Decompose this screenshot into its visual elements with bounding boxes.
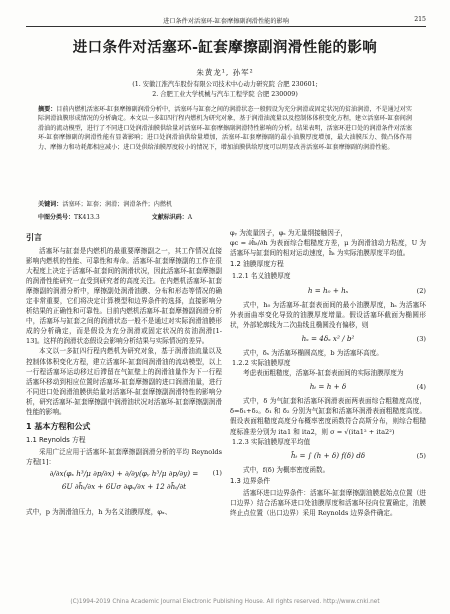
doc-code-label: 文献标识码： [151, 214, 188, 221]
copyright-footer: (C)1994-2019 China Academic Journal Electronic Publishing House. All rights reserved. http://www.cnki.net [70, 599, 380, 605]
abstract-text: 目前内燃机活塞环-缸套摩擦副润滑分析中，活塞环与缸套之间的润滑状态一般假设为充分润滑或固定状况的贫油润滑，不是通过对实际润滑油膜形成情况的分析确定。本文以一多缸四行程内燃机为研究对象，基于润滑油流量以及控制体体积变化方程，建立活塞环-缸套间润滑油的流动模型，进行了不同进口处润滑油膜供给量对活塞环-缸套摩擦副润滑特性影响的分析。结果表明，活塞环进口处的润滑条件对活塞环-缸套摩擦副的润滑性能有显著影响；进口处润滑油供给量增加，活塞环-缸套摩擦副的最小油膜厚度增加，最大油膜压力、微凸体作用力、摩擦力和功耗都相应减小；进口处供给油膜厚度较小的情况下，增加油膜供给厚度可以明显改善活塞环-缸套摩擦副的润滑性能。 [38, 106, 413, 151]
section-1-2-title: 1.2 油膜厚度方程 [230, 260, 284, 269]
equation-4 [230, 378, 426, 396]
equation-1-where: 式中，p 为润滑油压力，h 为名义油膜厚度，φₓ、 [26, 507, 172, 516]
section-1-3-title: 1.3 边界条件 [230, 477, 271, 486]
left-column [26, 228, 222, 517]
abstract-label: 摘要： [38, 106, 57, 113]
abstract [38, 105, 412, 152]
equation-1 [26, 467, 222, 507]
equation-2 [230, 282, 426, 300]
clc-label: 中图分类号： [38, 214, 75, 221]
section-intro-title: 引言 [26, 233, 42, 242]
right-column [230, 228, 426, 518]
section-1-1-paragraph: 采用广泛应用于活塞环-缸套摩擦副润滑分析的平均 Reynolds 方程[1]： [26, 447, 222, 466]
equation-3 [230, 330, 426, 348]
affiliation-1: (1. 安徽江淮汽车股份有限公司技术中心动力研究院 合肥 230601; [132, 81, 318, 88]
equation-4-where: 式中，δ 为气缸套和活塞环润滑表面两表面综合粗糙度高度，δ=δ₁+δ₂。δ₁ 和 δ₂ 分别为气缸套和活塞环润滑表面粗糙度高度。假设表面粗糙度高度分布概率密度函数符合高斯分布，则综合粗糙度标准差分别为 ita1 和 ita2，则 σ = √(ita1² + ita2²) [230, 397, 426, 436]
equation-2-where: 式中，h₀ 为活塞环-缸套表面间的最小油膜厚度，hₛ 为活塞环外表面曲率变化导致的油膜厚度增量。假设活塞环截面为椭圆形状，外部轮廓线为二次曲线且椭圆没有偏移，则 [230, 300, 426, 329]
section-1-title: 1 基本方程和公式 [26, 421, 91, 431]
authors: 朱黄龙¹, 孙军² [196, 68, 254, 77]
page-number: 215 [414, 16, 426, 23]
section-1-2-1-title: 1.2.1 名义油膜厚度 [232, 272, 291, 281]
equation-3-where: 式中，δₛ 为活塞环椭圆高度，b 为活塞环高度。 [243, 348, 383, 357]
affiliation-2: 2. 合肥工业大学机械与汽车工程学院 合肥 230009) [152, 91, 298, 98]
section-1-2-2-paragraph: 考虑表面粗糙度，活塞环-缸套表面间的实际油膜厚度为 [243, 369, 404, 378]
keywords-text: 活塞环；缸套；润滑；润滑条件；内燃机 [62, 201, 173, 208]
section-1-3-paragraph: 活塞环进口边界条件：活塞环-缸套摩擦副油膜起始点位置（进口边界）结合活塞环进口处油膜厚度和活塞环径向位置确定，油膜终止点位置（出口边界）采用 Reynolds 边界条件确定。 [230, 489, 426, 518]
equation-2-body: h = h₀ + hₛ [307, 285, 349, 295]
equation-3-body: hₛ = 4δₛ x² / b² [301, 333, 355, 343]
equation-5-where: 式中，f(δ) 为概率密度函数。 [243, 466, 330, 475]
equation-5-body: h̄ₜ = ∫ (h + δ) f(δ) dδ [290, 451, 366, 461]
section-1-1-title: 1.1 Reynolds 方程 [26, 435, 86, 444]
equation-3-number: (3) [416, 334, 426, 343]
phic-definition: φc = ∂h̄ₜ/∂h 为表面综合粗糙度方差，μ 为润滑油动力粘度，U 为活塞环与缸套间的相对运动速度，h̄ₜ 为实际油膜厚度平均值。 [230, 239, 426, 258]
variables-continued: φᵧ 为流量因子，φₛ 为无量纲接触因子， [230, 229, 348, 237]
equation-4-body: hₜ = h + δ [309, 382, 347, 392]
doc-code-value: A [187, 214, 193, 221]
equation-5 [230, 447, 426, 465]
equation-5-number: (5) [416, 452, 426, 461]
section-1-2-3-title: 1.2.3 实际油膜厚度平均值 [232, 437, 311, 446]
running-header-title: 进口条件对活塞环-缸套摩擦副润滑性能的影响 [163, 18, 289, 25]
equation-4-number: (4) [416, 383, 426, 392]
equation-2-number: (2) [416, 286, 426, 295]
keywords [38, 200, 412, 209]
intro-paragraph-2: 本文以一多缸四行程内燃机为研究对象，基于润滑油流量以及控制体体积变化方程，建立活塞环-缸套间润滑油的流动模型，以上一行程活塞环运动移过后滞留在气缸壁上的润滑油量作为下一行程活塞环移动到相应位置时活塞环-缸套摩擦副的进口润滑油量，进行不同进口处润滑油膜供给量对活塞环-缸套摩擦副润滑特性的影响分析，研究活塞环-缸套摩擦副中润滑油状况对活塞环-缸套摩擦副润滑性能的影响。 [26, 347, 222, 416]
article-title: 进口条件对活塞环-缸套摩擦副润滑性能的影响 [72, 40, 378, 56]
equation-1-number: (1) [212, 468, 222, 477]
equation-1-line-2: 6U ∂h̄ₜ/∂x + 6Uσ ∂φₛ/∂x + 12 ∂h̄ₜ/∂t [61, 481, 187, 491]
intro-paragraph-1: 活塞环与缸套是内燃机的最重要摩擦副之一，其工作情况直接影响内燃机的性能、可靠性和寿命。活塞环-缸套摩擦副的工作在很大程度上决定于活塞环-缸套间的润滑状况，因此活塞环-缸套摩擦副的润滑性能研究一直受到研究者的高度关注。在内燃机活塞环-缸套摩擦副的润滑分析中，摩擦副处润滑油膜、分布和形态等情况的确定非常重要，它们将决定计算模型和边界条件的选择，直接影响分析结果的正确性和可靠性。目前内燃机活塞环-缸套摩擦副润滑分析中，活塞环与缸套之间的润滑状态一般不是通过对实际润滑油膜形成的分析确定，而是假设为充分润滑或固定状况的贫油润滑[1-13]。这样的润滑状态假设会影响分析结果与实际情况的差异。 [26, 247, 222, 346]
keywords-label: 关键词： [38, 201, 63, 208]
clc-value: TK413.3 [74, 214, 100, 221]
section-1-2-2-title: 1.2.2 实际油膜厚度 [232, 358, 291, 367]
classification-line [38, 212, 192, 221]
equation-1-line-1: ∂/∂x(φₓ h³/μ ∂p/∂x) + ∂/∂y(φᵧ h³/μ ∂p/∂y) = [49, 468, 199, 478]
running-header [26, 15, 426, 27]
